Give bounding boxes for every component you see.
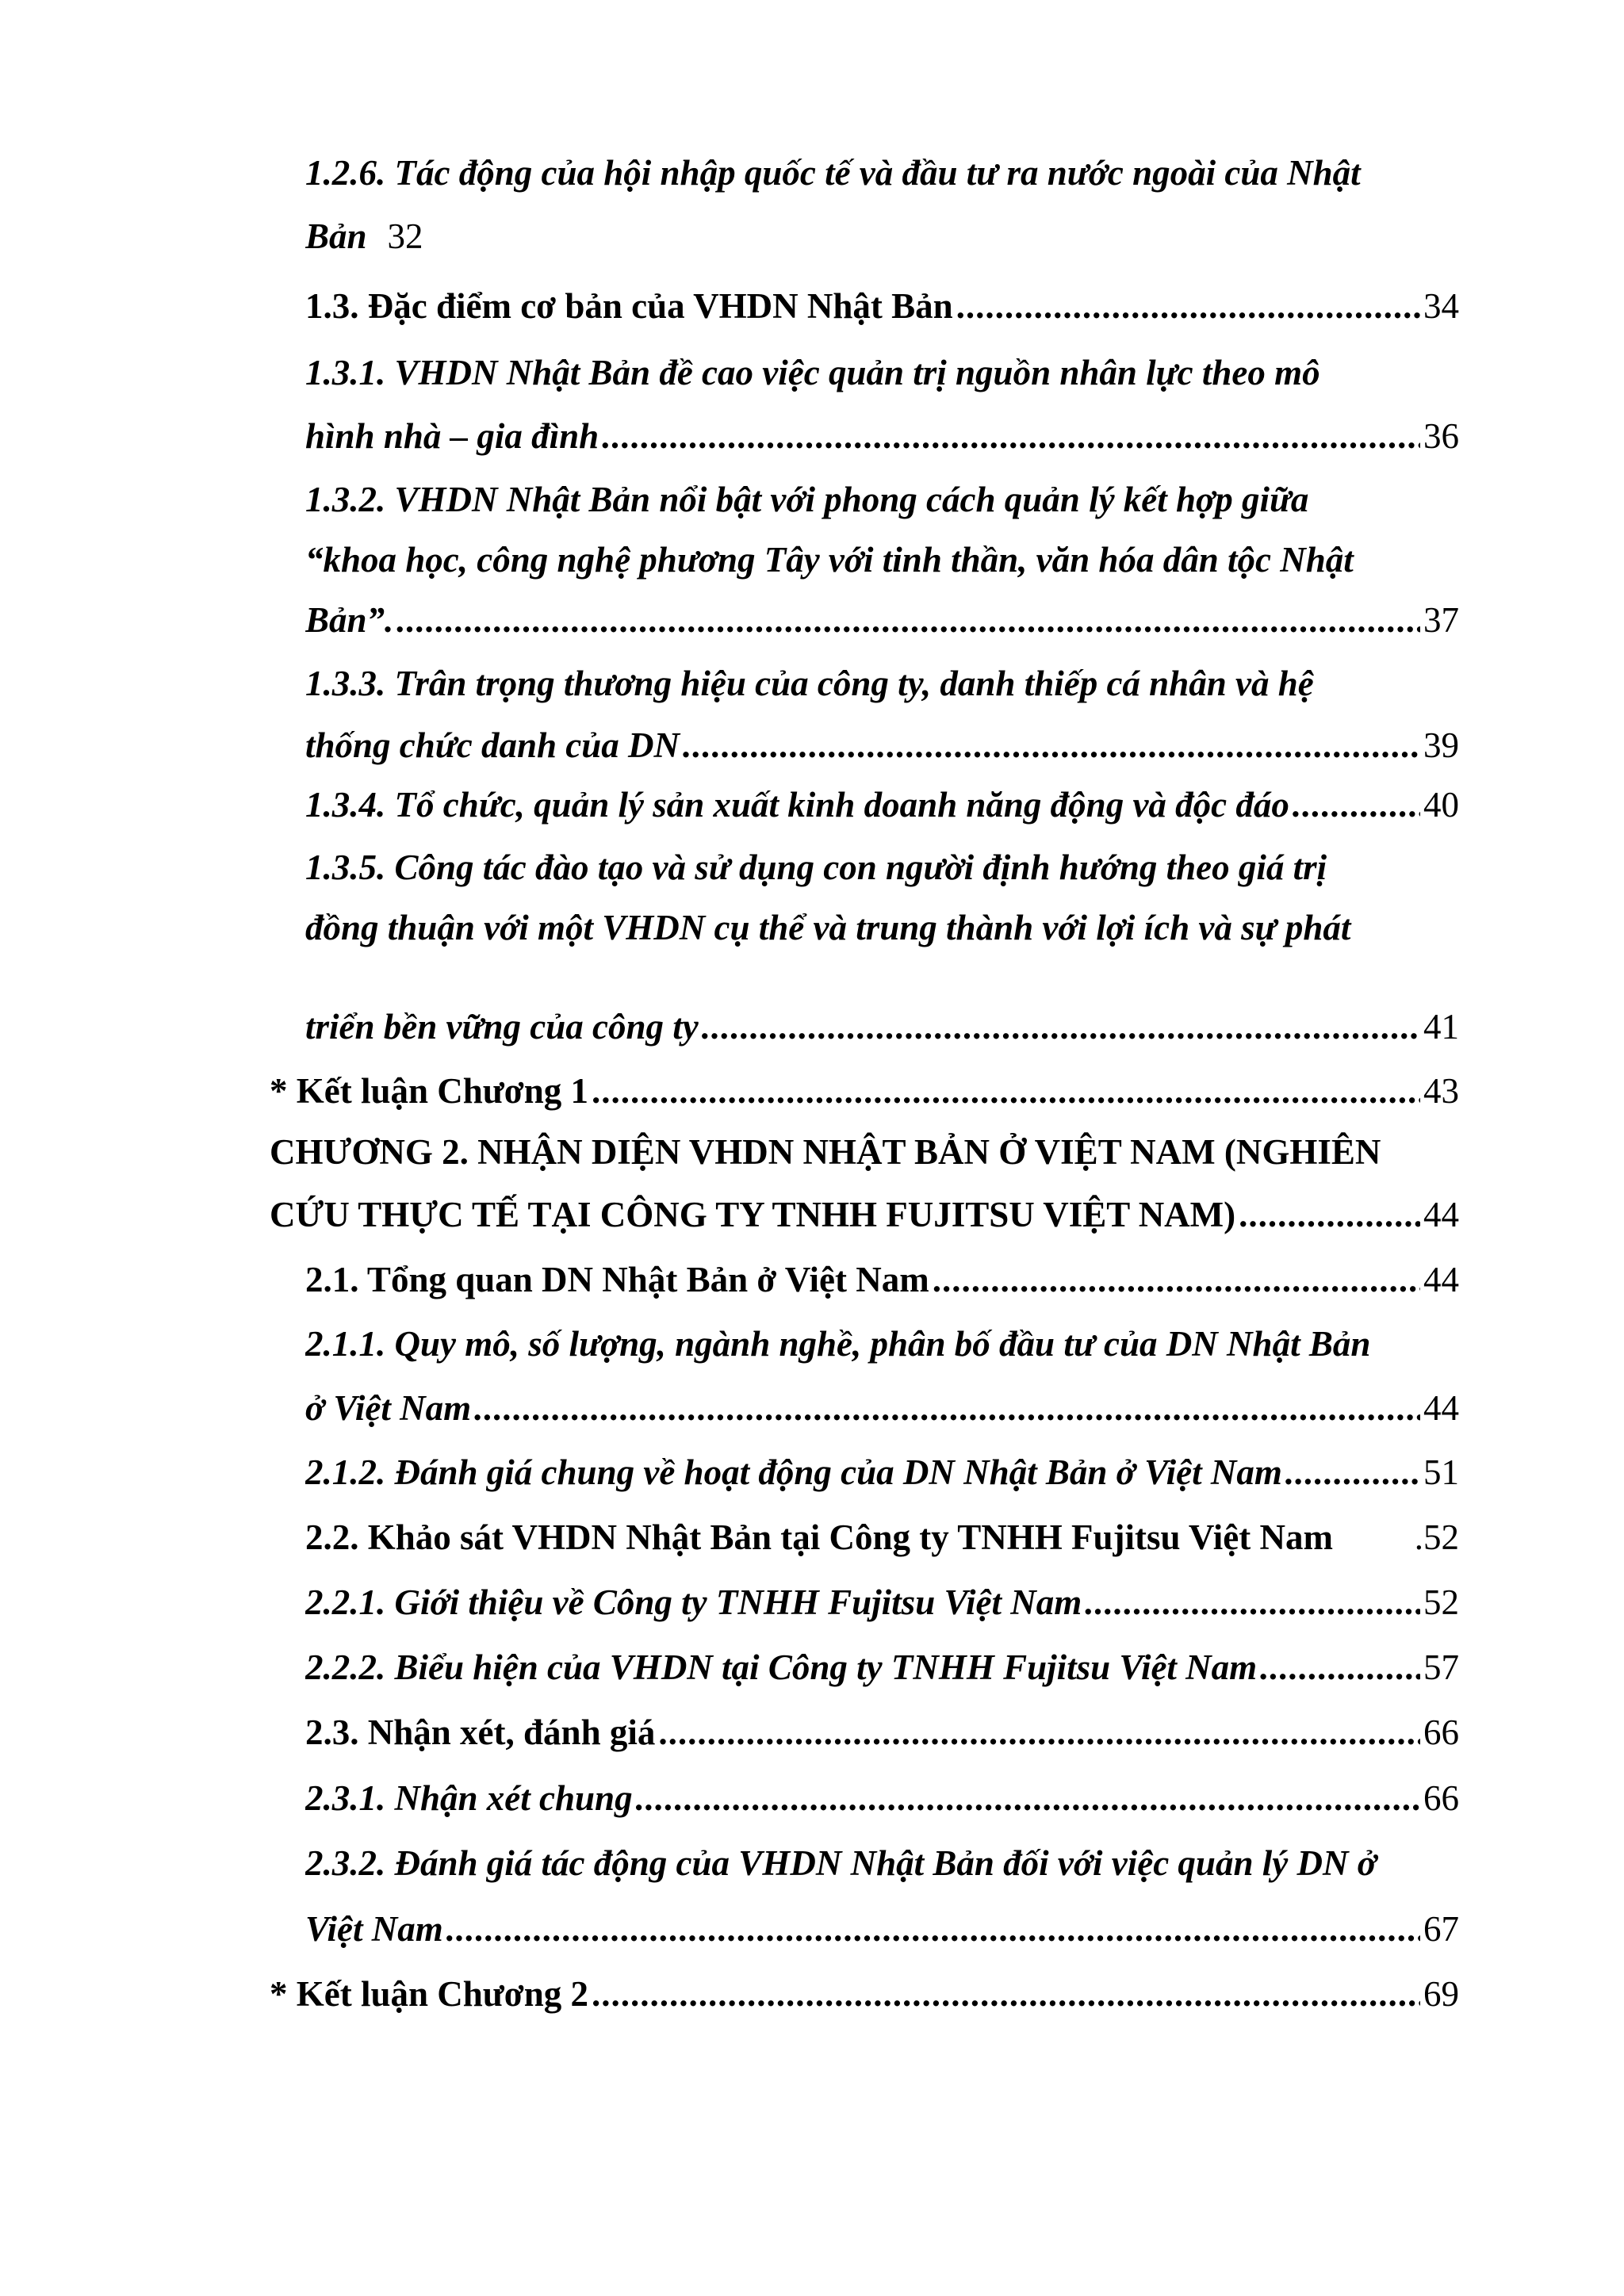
toc-page-number: 39: [1423, 725, 1459, 765]
toc-page-number: 69: [1423, 1974, 1459, 2014]
dot-leader: [446, 1905, 1420, 1953]
toc-entry-2-1-1-cont: [305, 1384, 1459, 1432]
toc-entry-title: 2.1.1. Quy mô, số lượng, ngành nghề, phân bố đầu tư của DN Nhật Bản: [305, 1324, 1371, 1364]
toc-entry-title: * Kết luận Chương 1: [270, 1071, 588, 1111]
toc-entry-2-1-1: [305, 1320, 1463, 1368]
toc-entry-title: 2.3. Nhận xét, đánh giá: [305, 1712, 656, 1752]
dot-leader: [1260, 1644, 1420, 1691]
toc-entry-2-3: [305, 1709, 1459, 1756]
dot-leader: [658, 1709, 1420, 1756]
toc-entry-2-3-1: [305, 1774, 1459, 1822]
dot-leader: [933, 1256, 1420, 1303]
toc-entry-conclusion-ch1: [270, 1067, 1459, 1115]
toc-entry-2-2-2: [305, 1644, 1459, 1691]
toc-entry-1-3-2-cont2: [305, 596, 1459, 644]
dot-leader: [396, 596, 1420, 644]
toc-entry-title: 1.3. Đặc điểm cơ bản của VHDN Nhật Bản: [305, 286, 953, 326]
toc-entry-title: 1.2.6. Tác động của hội nhập quốc tế và đầu tư ra nước ngoài của Nhật: [305, 153, 1361, 193]
toc-entry-title: thống chức danh của DN: [305, 725, 680, 765]
toc-entry-title: * Kết luận Chương 2: [270, 1974, 588, 2014]
toc-page-number: .52: [1414, 1517, 1459, 1557]
toc-entry-1-3-5-cont: [305, 904, 1463, 951]
toc-page-number: 57: [1423, 1647, 1459, 1687]
toc-entry-1-3-1: [305, 349, 1463, 396]
toc-page-number: 34: [1423, 286, 1459, 326]
dot-leader: [592, 1970, 1420, 2018]
toc-entry-1-3-5-cont2: [305, 1003, 1459, 1050]
toc-page-number: 66: [1423, 1712, 1459, 1752]
toc-page-number: 40: [1423, 785, 1459, 825]
toc-entry-title: 2.2. Khảo sát VHDN Nhật Bản tại Công ty TNHH Fujitsu Việt Nam: [305, 1517, 1333, 1557]
toc-page-number: 37: [1423, 600, 1459, 640]
toc-page-number: 36: [1423, 416, 1459, 456]
toc-entry-1-3-2: [305, 476, 1463, 523]
toc-entry-title: Bản: [305, 216, 367, 256]
toc-page-number: 67: [1423, 1909, 1459, 1949]
toc-entry-title: 2.2.1. Giới thiệu về Công ty TNHH Fujitsu Việt Nam: [305, 1582, 1082, 1622]
toc-entry-2-2-1: [305, 1578, 1459, 1626]
toc-entry-title: 1.3.1. VHDN Nhật Bản đề cao việc quản trị nguồn nhân lực theo mô: [305, 353, 1320, 392]
toc-entry-2-1-2: [305, 1448, 1459, 1496]
dot-leader: [1293, 781, 1420, 828]
toc-entry-1-3-3-cont: [305, 721, 1459, 769]
dot-leader: [474, 1384, 1420, 1432]
toc-page-number: 52: [1423, 1582, 1459, 1622]
toc-entry-2-3-2: [305, 1839, 1463, 1887]
toc-entry-1-3-2-cont: [305, 536, 1463, 584]
dot-leader: [1239, 1191, 1420, 1238]
toc-entry-1-3-4: [305, 781, 1459, 828]
toc-entry-chapter-2: [270, 1128, 1467, 1176]
toc-page-number: 44: [1423, 1195, 1459, 1234]
dot-leader: [1085, 1578, 1420, 1626]
toc-entry-title: triển bền vững của công ty: [305, 1007, 699, 1047]
toc-page-number: 32: [387, 216, 423, 256]
toc-page-number: 66: [1423, 1778, 1459, 1818]
toc-entry-title: “khoa học, công nghệ phương Tây với tinh thần, văn hóa dân tộc Nhật: [305, 540, 1354, 580]
dot-leader: [636, 1774, 1420, 1822]
toc-entry-title: CỨU THỰC TẾ TẠI CÔNG TY TNHH FUJITSU VIỆT NAM): [270, 1195, 1236, 1234]
toc-entry-title: 1.3.5. Công tác đào tạo và sử dụng con người định hướng theo giá trị: [305, 848, 1327, 887]
dot-leader: [1285, 1448, 1420, 1496]
toc-entry-title: 1.3.3. Trân trọng thương hiệu của công ty, danh thiếp cá nhân và hệ: [305, 664, 1314, 703]
toc-entry-title: 2.1. Tổng quan DN Nhật Bản ở Việt Nam: [305, 1260, 929, 1299]
toc-entry-1-3-5: [305, 844, 1463, 891]
toc-entry-title: Việt Nam: [305, 1909, 443, 1949]
toc-entry-title: 2.3.2. Đánh giá tác động của VHDN Nhật Bản đối với việc quản lý DN ở: [305, 1843, 1377, 1883]
toc-entry-title: 2.1.2. Đánh giá chung về hoạt động của DN Nhật Bản ở Việt Nam: [305, 1452, 1282, 1492]
toc-page-number: 44: [1423, 1388, 1459, 1428]
toc-entry-1-3: [305, 282, 1459, 330]
toc-entry-title: 1.3.4. Tổ chức, quản lý sản xuất kinh doanh năng động và độc đáo: [305, 785, 1289, 825]
toc-entry-1-2-6-cont: [305, 212, 543, 260]
dot-leader: [683, 721, 1420, 769]
toc-page-number: 43: [1423, 1071, 1459, 1111]
toc-entry-2-2: [305, 1513, 1459, 1561]
toc-entry-title: Bản”.: [305, 600, 394, 640]
toc-page-number: 41: [1423, 1007, 1459, 1047]
toc-entry-1-3-3: [305, 660, 1463, 707]
toc-entry-1-3-1-cont: [305, 412, 1459, 460]
dot-leader: [702, 1003, 1420, 1050]
toc-entry-2-1: [305, 1256, 1459, 1303]
toc-entry-title: 2.3.1. Nhận xét chung: [305, 1778, 633, 1818]
dot-leader: [956, 282, 1420, 330]
toc-entry-title: đồng thuận với một VHDN cụ thể và trung thành với lợi ích và sự phát: [305, 908, 1351, 947]
dot-leader: [592, 1067, 1420, 1115]
toc-entry-1-2-6: [305, 149, 1455, 197]
toc-entry-title: CHƯƠNG 2. NHẬN DIỆN VHDN NHẬT BẢN Ở VIỆT NAM (NGHIÊN: [270, 1132, 1381, 1172]
toc-entry-title: hình nhà – gia đình: [305, 416, 599, 456]
toc-entry-title: 2.2.2. Biểu hiện của VHDN tại Công ty TNHH Fujitsu Việt Nam: [305, 1647, 1258, 1687]
toc-entry-conclusion-ch2: [270, 1970, 1459, 2018]
toc-entry-title: ở Việt Nam: [305, 1388, 472, 1428]
toc-page-number: 51: [1423, 1452, 1459, 1492]
dot-leader: [602, 412, 1420, 460]
toc-entry-chapter-2-cont: [270, 1191, 1459, 1238]
toc-entry-title: 1.3.2. VHDN Nhật Bản nổi bật với phong cách quản lý kết hợp giữa: [305, 480, 1309, 519]
toc-entry-2-3-2-cont: [305, 1905, 1459, 1953]
toc-page-number: 44: [1423, 1260, 1459, 1299]
